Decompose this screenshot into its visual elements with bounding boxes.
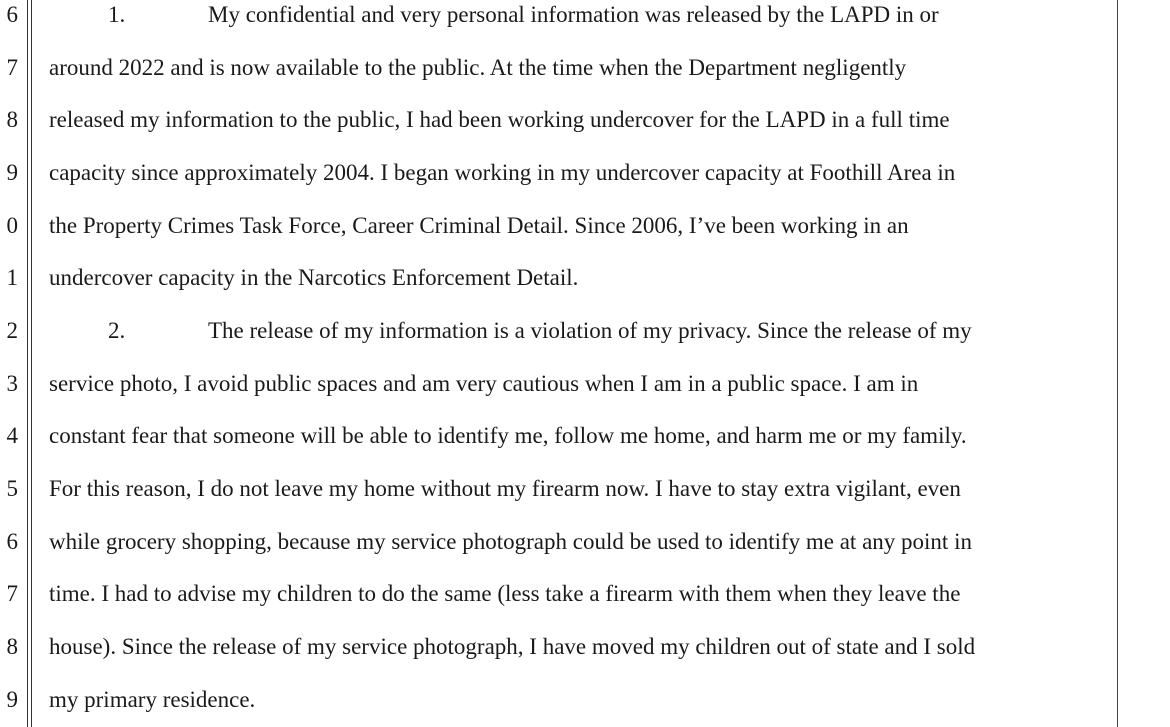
line-number: 9 [6, 687, 18, 712]
paragraph-text: house). Since the release of my service photograph, I have moved my children out of state and I sold [49, 634, 976, 659]
left-margin-rule [27, 0, 28, 727]
line-number: 5 [6, 476, 18, 501]
paragraph-number: 2. [108, 318, 126, 343]
line-number: 7 [6, 581, 18, 606]
line-number: 7 [6, 55, 18, 80]
line-number: 9 [6, 160, 18, 185]
line-number: 3 [6, 371, 18, 396]
paragraph-1-first-line [49, 0, 1117, 30]
line-number: 1 [6, 265, 18, 290]
paragraph-2-first-line [49, 316, 1117, 346]
line-number: 6 [6, 529, 18, 554]
paragraph-text: My confidential and very personal information was released by the LAPD in or [208, 2, 939, 27]
left-margin-rule-inner [31, 0, 32, 727]
paragraph-text: released my information to the public, I had been working undercover for the LAPD in a full time [49, 107, 950, 132]
paragraph-text: around 2022 and is now available to the public. At the time when the Department negligently [49, 55, 907, 80]
paragraph-text: my primary residence. [49, 687, 256, 712]
paragraph-text: capacity since approximately 2004. I began working in my undercover capacity at Foothill Area in [49, 160, 956, 185]
paragraph-text: The release of my information is a violation of my privacy. Since the release of my [208, 318, 972, 343]
paragraph-text: the Property Crimes Task Force, Career Criminal Detail. Since 2006, I’ve been working in an [49, 213, 909, 238]
paragraph-text: constant fear that someone will be able to identify me, follow me home, and harm me or my family. [49, 423, 967, 448]
line-number: 8 [6, 634, 18, 659]
right-margin-rule [1117, 0, 1118, 727]
line-number: 4 [6, 423, 18, 448]
line-number: 6 [6, 2, 18, 27]
paragraph-text: undercover capacity in the Narcotics Enforcement Detail. [49, 265, 579, 290]
paragraph-text: time. I had to advise my children to do the same (less take a firearm with them when they leave the [49, 581, 961, 606]
line-number: 8 [6, 107, 18, 132]
paragraph-text: For this reason, I do not leave my home without my firearm now. I have to stay extra vigilant, even [49, 476, 961, 501]
paragraph-number: 1. [108, 2, 126, 27]
line-number: 0 [6, 213, 18, 238]
paragraph-text: while grocery shopping, because my service photograph could be used to identify me at any point in [49, 529, 972, 554]
line-number: 2 [6, 318, 18, 343]
paragraph-text: service photo, I avoid public spaces and am very cautious when I am in a public space. I am in [49, 371, 919, 396]
